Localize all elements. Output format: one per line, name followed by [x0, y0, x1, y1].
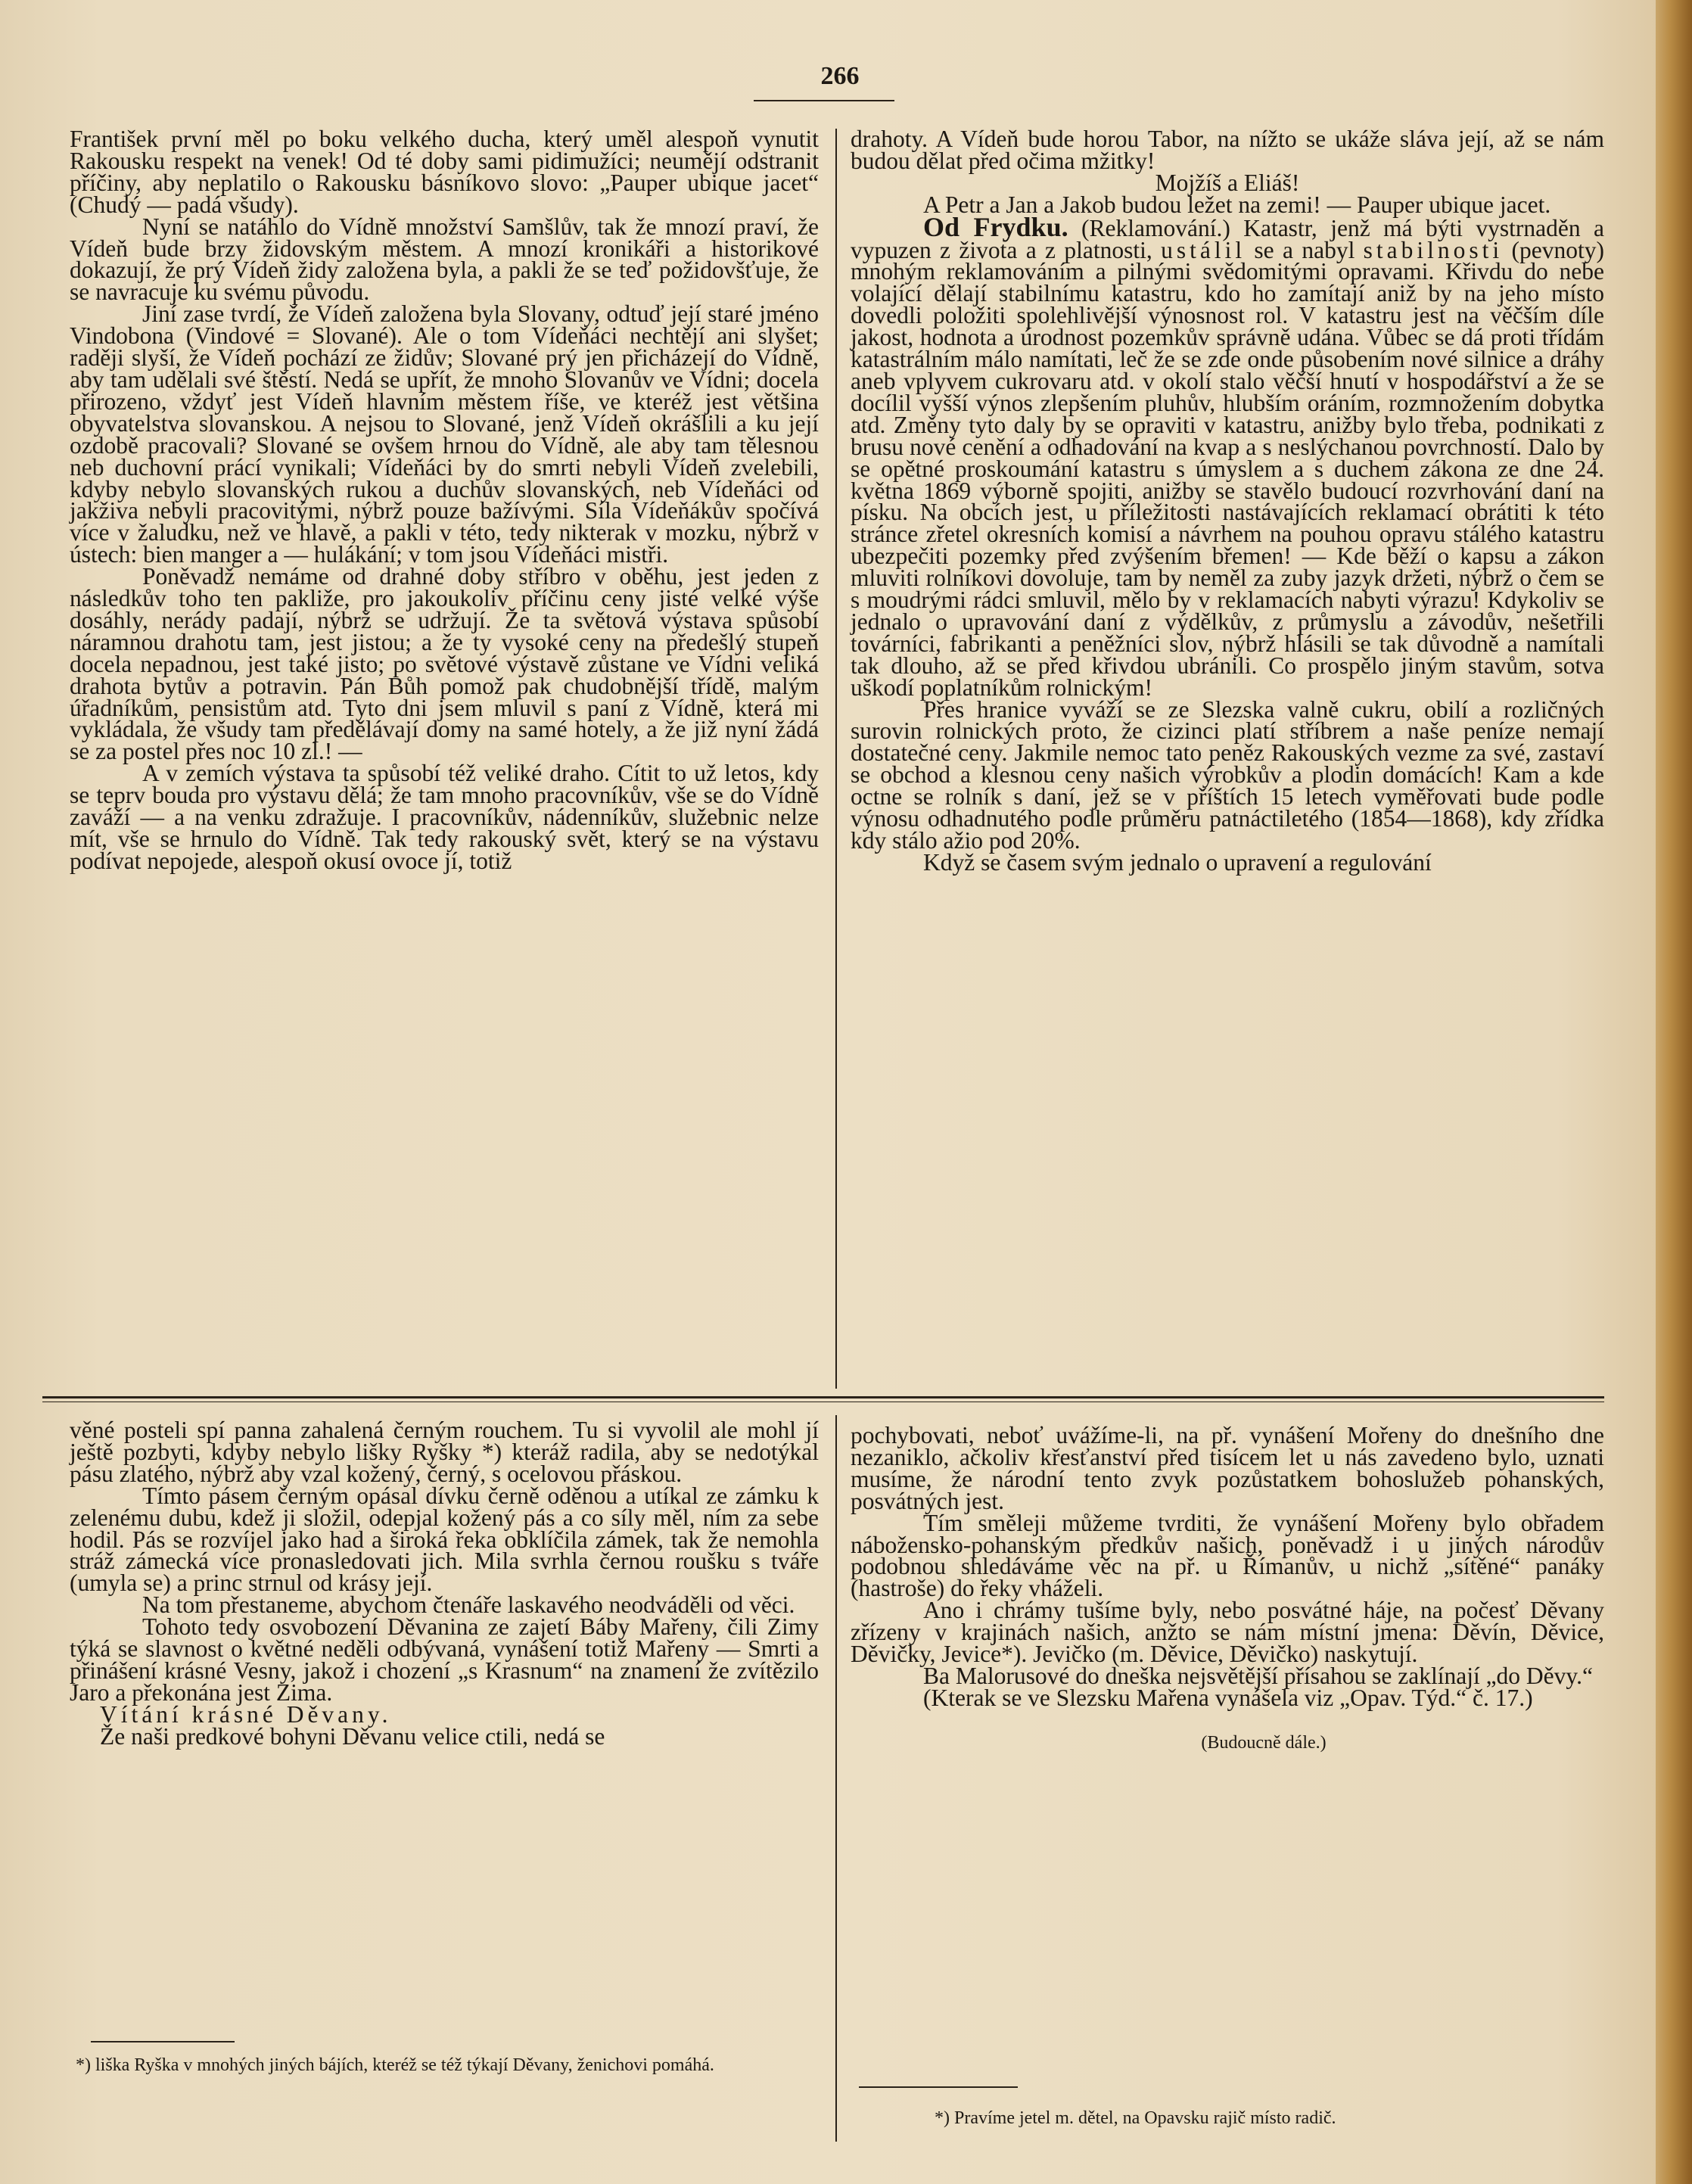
section-divider-rule — [42, 1396, 1604, 1398]
paragraph: Že naši predkové bohyni Děvanu velice ctili, nedá se — [100, 1722, 605, 1750]
paragraph: Nyní se natáhlo do Vídně množství Samšlův, tak že mnozí praví, že Vídeň bude brzy židovským městem. A mnozí kronikáři a historikové dokazují, že prý Vídeň židy založena byla, a pakli že se teď požidovšťuje, že se navracuje ku svému původu. — [70, 213, 819, 306]
paragraph: Přes hranice vyváží se ze Slezska valně cukru, obilí a rozličných surovin rolnických proto, že cizinci platí stříbrem a naše peníze nemají dostatečné ceny. Jakmile nemoc tato peněz Rakouských vezme za své, zastaví se obchod a klesnou ceny našich výrobkův a plodin domácích! Kam a kde octne se rolník s daní, jež se v příštích 15 letech vyměřovati bude podle výnosu odhadnutého podle průměru patnáctiletého (1854—1868), kdy zřídka kdy stálo ažio pod 20%. — [851, 695, 1604, 854]
spaced-word: stabilnosti — [1363, 236, 1504, 263]
footnote-left: *) liška Ryška v mnohých jiných bájích, kteréž se též týkají Děvany, ženichovi pomáhá. — [76, 2055, 714, 2075]
paragraph: drahoty. A Vídeň bude horou Tabor, na nížto se ukáže sláva její, až se nám budou dělat před očima mžitky! — [851, 126, 1604, 174]
text-run: se a nabyl — [1246, 236, 1364, 263]
feuilleton-right-column — [851, 1422, 1604, 1754]
place-heading: Od Frydku. — [923, 211, 1068, 242]
paragraph: Poněvadž nemáme od drahné doby stříbro v oběhu, jest jeden z následkův toho ten pakliže, pro jakoukoliv příčinu ceny jisté velké výše dosáhly, nerády padají, nýbrž se udržují. Že ta světová výstava spůsobí náramnou drahotu tam, jest jistou; a že ty vysoké ceny na předešlý stupeň docela nepadnou, jest také jisto; po světové výstavě zůstane ve Vídni veliká drahota bytův a potravin. Pán Bůh pomož pak chudobnější třídě, malým úřadníkům, pensistům atd. Tyto dni jsem mluvil s paní z Vídně, která mi vykládala, že všudy tam předělávají domy na samé hotely, a že již nyní žádá se za postel přes noc 10 zl.! — — [70, 563, 819, 765]
footnote-right: *) Pravíme jetel m. dětel, na Opavsku rajič místo radič. — [935, 2108, 1336, 2128]
upper-article-right-column — [851, 126, 1604, 876]
column-divider-bottom — [835, 1415, 837, 2142]
paragraph: Ba Malorusové do dneška nejsvětější přísahou se zaklínají „do Děvy.“ — [923, 1662, 1593, 1689]
footnote-rule-left — [91, 2041, 235, 2042]
paragraph: věné posteli spí panna zahalená černým rouchem. Tu si vyvolil ale mohl jí ještě pozbyti, kdyby nebylo lišky Ryšky *) kteráž radila, aby se nedotýkal pásu zlatého, nýbrž aby vzal kožený, černý, s ocelovou přáskou. — [70, 1417, 819, 1487]
column-divider-top — [835, 129, 837, 1389]
paragraph: Jiní zase tvrdí, že Vídeň založena byla Slovany, odtuď její staré jméno Vindobona (Vindové = Slované). Ale o tom Vídeňáci nechtějí ani slyšet; raději slyší, že Vídeň pochází ze židův; Slované prý jen přicházejí do Vídně, aby tam udělali své štěstí. Nedá se upřít, že mnoho Slovanův ve Vídni; docela přirozeno, vždyť jest Vídeň hlavním městem říše, ve kteréž jest většina obyvatelstva slovanskou. A nejsou to Slované, jenž Vídeň okrášlili a ku její ozdobě pracovali? Slované se ovšem hrnou do Vídně, ale aby tam tělesnou neb duchovní prácí vynikali; Vídeňáci by do smrti nebyli Vídeň zvelebili, kdyby nebylo slovanských rukou a duchův slovanských, neb Vídeňáci od jakživa nebyli pracovitými, nýbrž pouze bažívými. Síla Vídeňákův spočívá více v žaludku, než ve hlavě, a pakli v této, tedy nikterak v mozku, nýbrž v ústech: bien manger a — hulákání; v tom jsou Vídeňáci mistři. — [70, 300, 819, 568]
paragraph: Ano i chrámy tušíme byly, nebo posvátné háje, na počesť Děvany zřízeny v krajinách našich, anžto se nám místní jmena: Děvín, Děvice, Děvičky, Jevice*). Jevičko (m. Děvice, Děvičko) naskytují. — [851, 1597, 1604, 1668]
text-run: (pevnoty) mnohým reklamováním a pilnými svědomitými opravami. Křivdu do nebe volající dělají stabilnímu katastru, kdo ho zamítají aniž by na jeho místo dovedli položiti spolehlivější výnosnost rol. V katastru jest na věčším díle jakost, hodnota a úrodnost pozemkův správně udána. Vůbec se dá proti třídám katastrálním málo namítati, leč že se zde onde působením nové silnice a dráhy aneb vplyvem cukrovaru atd. v okolí stalo věčší hnutí v hospodářství a že se docílil vyšší výnos zlepšením pluhův, hlubším oráním, rozmnožením dobytka atd. Změny tyto daly by se opraviti v katastru, anižby bylo třeba, podnikati z brusu nové cenění a odhadování na kvap a s neslýchanou povrchností. Dalo by se opětné proskoumání katastru s úmyslem a s duchem zákona ze dne 24. května 1869 výborně spojiti, anižby se stavělo budoucí rozvrhování daní na písku. Na obcích jest, u příležitosti nastávajících reklamací obrátiti k této stránce zřetel okresních komisí a návrhem na pouhou opravu stálého katastru ubezpečiti pozemky před zvýšením břemen! — Kde běží o kapsu a zákon mluviti rolníkovi dovoluje, tam by neměl za zuby jazyk držeti, nýbrž o čem se s moudrými rádci smluvil, mělo by v reklamacích nabyti výrazu! Kdykoliv se jednalo o upravování daní z výdělkův, z průmyslu a závodův, nešetřili továrníci, fabrikanti a peněžníci slov, nýbrž hlásili se tak důvodně a namítali tak dlouho, až se před křivdou ubránili. Co prospělo jiným stavům, sotva uškodí poplatníkům rolnickým! — [851, 236, 1604, 701]
paragraph: A Petr a Jan a Jakob budou ležet na zemi! — Pauper ubique jacet. — [923, 191, 1551, 218]
paragraph: A v zemích výstava ta spůsobí též veliké draho. Cítit to už letos, kdy se teprv bouda pro výstavu dělá; že tam mnoho pracovníkův, vše se do Vídně zaváží — a na venku zdražuje. I pracovníkův, nádenníkův, služebnic nelze mít, vše se hrnulo do Vídně. Tak tedy rakouský svět, který se na výstavu podívat nepojede, alespoň okusí ovoce jí, totiž — [70, 760, 819, 874]
feuilleton-left-column — [70, 1417, 819, 1750]
paragraph: Tímto pásem černým opásal dívku černě oděnou a utíkal ze zámku k zelenému dubu, kdež ji složil, odepjal kožený pás a co síly měl, ním za sebe hodil. Pás se rozvíjel jako had a široká řeka obklíčila zámek, tak že nemohla stráž zámecká více pronasledovati jich. Mila svrhla černou roušku s tváře (umyla se) a princ strnul od krásy její. — [70, 1482, 819, 1597]
to-be-continued-note: (Budoucně dále.) — [1201, 1732, 1327, 1753]
paragraph: (Kterak se ve Slezsku Mařena vynášela viz „Opav. Týd.“ č. 17.) — [923, 1684, 1533, 1711]
news-item-frydek — [851, 211, 1604, 701]
page-number-rule — [754, 100, 894, 101]
paragraph: František první měl po boku velkého ducha, který uměl alespoň vynutit Rakousku respekt na venek! Od té doby sami pidimužíci; neumějí odstranit příčiny, aby neplatilo o Rakousku básníkovo slovo: „Pauper ubique jacet“ (Chudý — padá všudy). — [70, 126, 819, 218]
paragraph: Když se časem svým jednalo o upravení a regulování — [923, 848, 1432, 876]
page-number: 266 — [820, 62, 860, 90]
spaced-word: ustálil — [1161, 236, 1246, 263]
text-run: (Reklamování.) Katastr, jenž má býti vystrnaděn a vypuzen z života a z platnosti, — [851, 214, 1604, 263]
paragraph: Tím směleji můžeme tvrditi, že vynášení Mořeny bylo obřadem nábožensko-pohanským předkův našich, poněvadž i u jiných národův podobnou shledáváme věc na př. u Římanův, u nichž „sítěné“ panáky (hastroše) do řeky vháželi. — [851, 1509, 1604, 1602]
paragraph: Tohoto tedy osvobození Děvanina ze zajetí Báby Mařeny, čili Zimy týká se slavnost o květné neděli odbývaná, vynášení totiž Mařeny — Smrti a přinášení krásné Vesny, jakož i chození „s Krasnum“ na znamení že zvítězilo Jaro a překonána jest Zima. — [70, 1613, 819, 1706]
page-spine-edge — [1656, 0, 1692, 2184]
upper-article-left-column — [70, 126, 819, 874]
paragraph: pochybovati, neboť uvážíme-li, na př. vynášení Mořeny do dnešního dne nezaniklo, ačkoliv křesťanství před tisícem let u nás zavedeno bylo, uznati musíme, že národní tento zvyk pozůstatkem bohoslužeb pohanských, posvátných jest. — [851, 1422, 1604, 1514]
paragraph: Na tom přestaneme, abychom čtenáře laskavého neodváděli od věci. — [142, 1591, 795, 1619]
section-subheading: Vítání krásné Děvany. — [100, 1700, 392, 1728]
paragraph: Mojžíš a Eliáš! — [1155, 169, 1300, 196]
footnote-rule-right — [859, 2086, 1018, 2088]
